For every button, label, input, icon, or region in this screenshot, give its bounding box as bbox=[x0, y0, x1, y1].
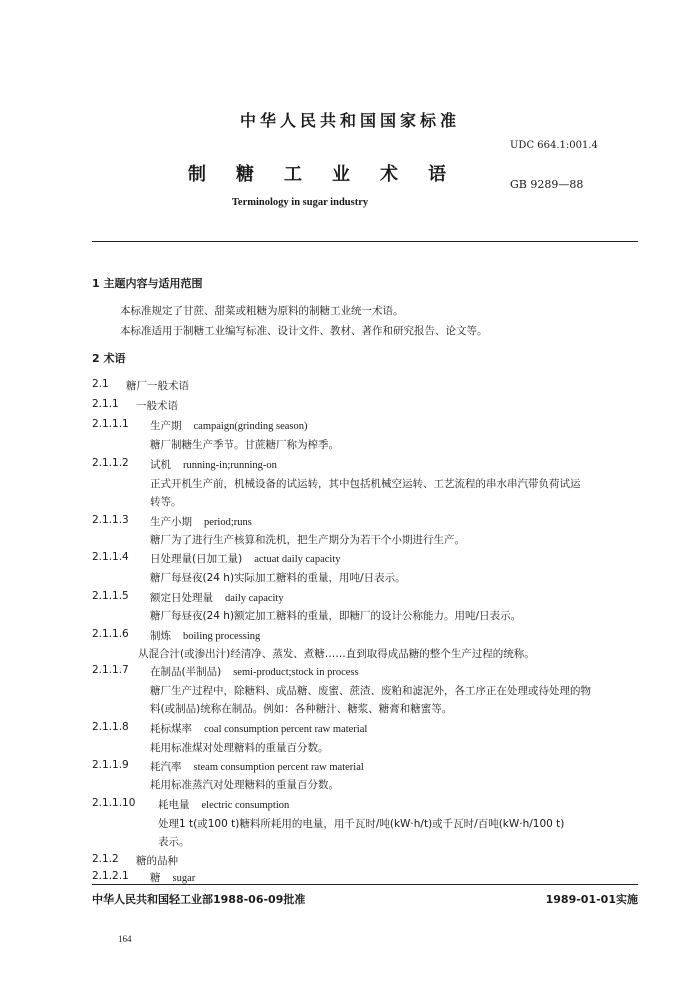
approval-note: 中华人民共和国轻工业部1988-06-09批准 bbox=[92, 893, 306, 906]
entry-term: 制炼 boiling processing bbox=[150, 630, 261, 642]
section-1-paragraph-2: 本标准适用于制糖工业编写标准、设计文件、教材、著作和研究报告、论文等。 bbox=[120, 325, 488, 337]
entry-term: 额定日处理量 daily capacity bbox=[150, 592, 284, 604]
implementation-date: 1989-01-01实施 bbox=[545, 893, 638, 906]
entry-number: 2.1.1 bbox=[92, 398, 119, 410]
entry-definition: 处理1 t(或100 t)糖料所耗用的电量，用千瓦时/吨(kW·h/t)或千瓦时/百吨(kW·h/100 t) bbox=[158, 818, 565, 830]
entry-definition: 糖厂生产过程中，除糖料、成品糖、废蜜、蔗渣、废粕和滤泥外，各工序正在处理或待处理的物 bbox=[150, 685, 591, 697]
entry-number: 2.1.2 bbox=[92, 853, 119, 865]
section-2-heading: 2 术语 bbox=[92, 352, 126, 365]
entry-definition: 糖厂每昼夜(24 h)额定加工糖料的重量，即糖厂的设计公称能力。用吨/日表示。 bbox=[150, 610, 522, 622]
entry-definition: 耗用标准煤对处理糖料的重量百分数。 bbox=[150, 742, 329, 754]
entry-number: 2.1.1.5 bbox=[92, 590, 129, 602]
entry-number: 2.1 bbox=[92, 378, 109, 390]
entry-number: 2.1.1.10 bbox=[92, 797, 136, 809]
entry-definition: 正式开机生产前，机械设备的试运转，其中包括机械空运转、工艺流程的串水串汽带负荷试运 bbox=[150, 478, 581, 490]
entry-term: 耗电量 electric consumption bbox=[158, 799, 290, 811]
english-title: Terminology in sugar industry bbox=[231, 197, 369, 208]
entry-number: 2.1.1.3 bbox=[92, 514, 129, 526]
entry-term: 日处理量(日加工量) actuat daily capacity bbox=[150, 553, 341, 565]
entry-term: 糖 sugar bbox=[150, 872, 196, 884]
page-number: 164 bbox=[118, 934, 132, 944]
entry-term: 耗汽率 steam consumption percent raw material bbox=[150, 761, 364, 773]
document-title: 制糖工业术语 bbox=[188, 164, 476, 185]
entry-term: 试机 running-in;running-on bbox=[150, 459, 277, 471]
entry-definition: 糖厂为了进行生产核算和洗机，把生产期分为若干个小期进行生产。 bbox=[150, 534, 465, 546]
entry-definition: 耗用标准蒸汽对处理糖料的重量百分数。 bbox=[150, 779, 339, 791]
entry-definition: 糖厂每昼夜(24 h)实际加工糖料的重量，用吨/日表示。 bbox=[150, 572, 406, 584]
gb-code: GB 9289—88 bbox=[510, 178, 584, 191]
entry-number: 2.1.1.8 bbox=[92, 721, 129, 733]
entry-definition: 转等。 bbox=[150, 496, 182, 508]
entry-number: 2.1.1.9 bbox=[92, 759, 129, 771]
header-rule bbox=[92, 241, 638, 242]
entry-number: 2.1.1.1 bbox=[92, 418, 129, 430]
footer-rule bbox=[92, 884, 638, 885]
entry-term: 糖厂一般术语 bbox=[126, 380, 189, 392]
entry-definition: 从混合汁(或渗出汁)经清净、蒸发、煮糖……直到取得成品糖的整个生产过程的统称。 bbox=[138, 648, 535, 660]
entry-definition: 表示。 bbox=[158, 836, 190, 848]
national-standard-heading: 中华人民共和国国家标准 bbox=[239, 111, 460, 130]
entry-number: 2.1.2.1 bbox=[92, 870, 129, 882]
entry-term: 生产期 campaign(grinding season) bbox=[150, 420, 308, 432]
section-1-paragraph-1: 本标准规定了甘蔗、甜菜或粗糖为原料的制糖工业统一术语。 bbox=[120, 305, 404, 317]
entry-term: 糖的品种 bbox=[136, 855, 178, 867]
entry-number: 2.1.1.2 bbox=[92, 457, 129, 469]
entry-number: 2.1.1.4 bbox=[92, 551, 129, 563]
entry-definition: 糖厂制糖生产季节。甘蔗糖厂称为榨季。 bbox=[150, 439, 339, 451]
entry-number: 2.1.1.7 bbox=[92, 664, 129, 676]
section-1-heading: 1 主题内容与适用范围 bbox=[92, 277, 203, 290]
entry-term: 耗标煤率 coal consumption percent raw material bbox=[150, 723, 368, 735]
entry-number: 2.1.1.6 bbox=[92, 628, 129, 640]
entry-term: 一般术语 bbox=[136, 400, 178, 412]
entry-term: 生产小期 period;runs bbox=[150, 516, 252, 528]
udc-code: UDC 664.1:001.4 bbox=[510, 140, 598, 151]
entry-definition: 料(或制品)统称在制品。例如：各种糖汁、糖浆、糖膏和糖蜜等。 bbox=[150, 703, 453, 715]
entry-term: 在制品(半制品) semi-product;stock in process bbox=[150, 666, 359, 678]
